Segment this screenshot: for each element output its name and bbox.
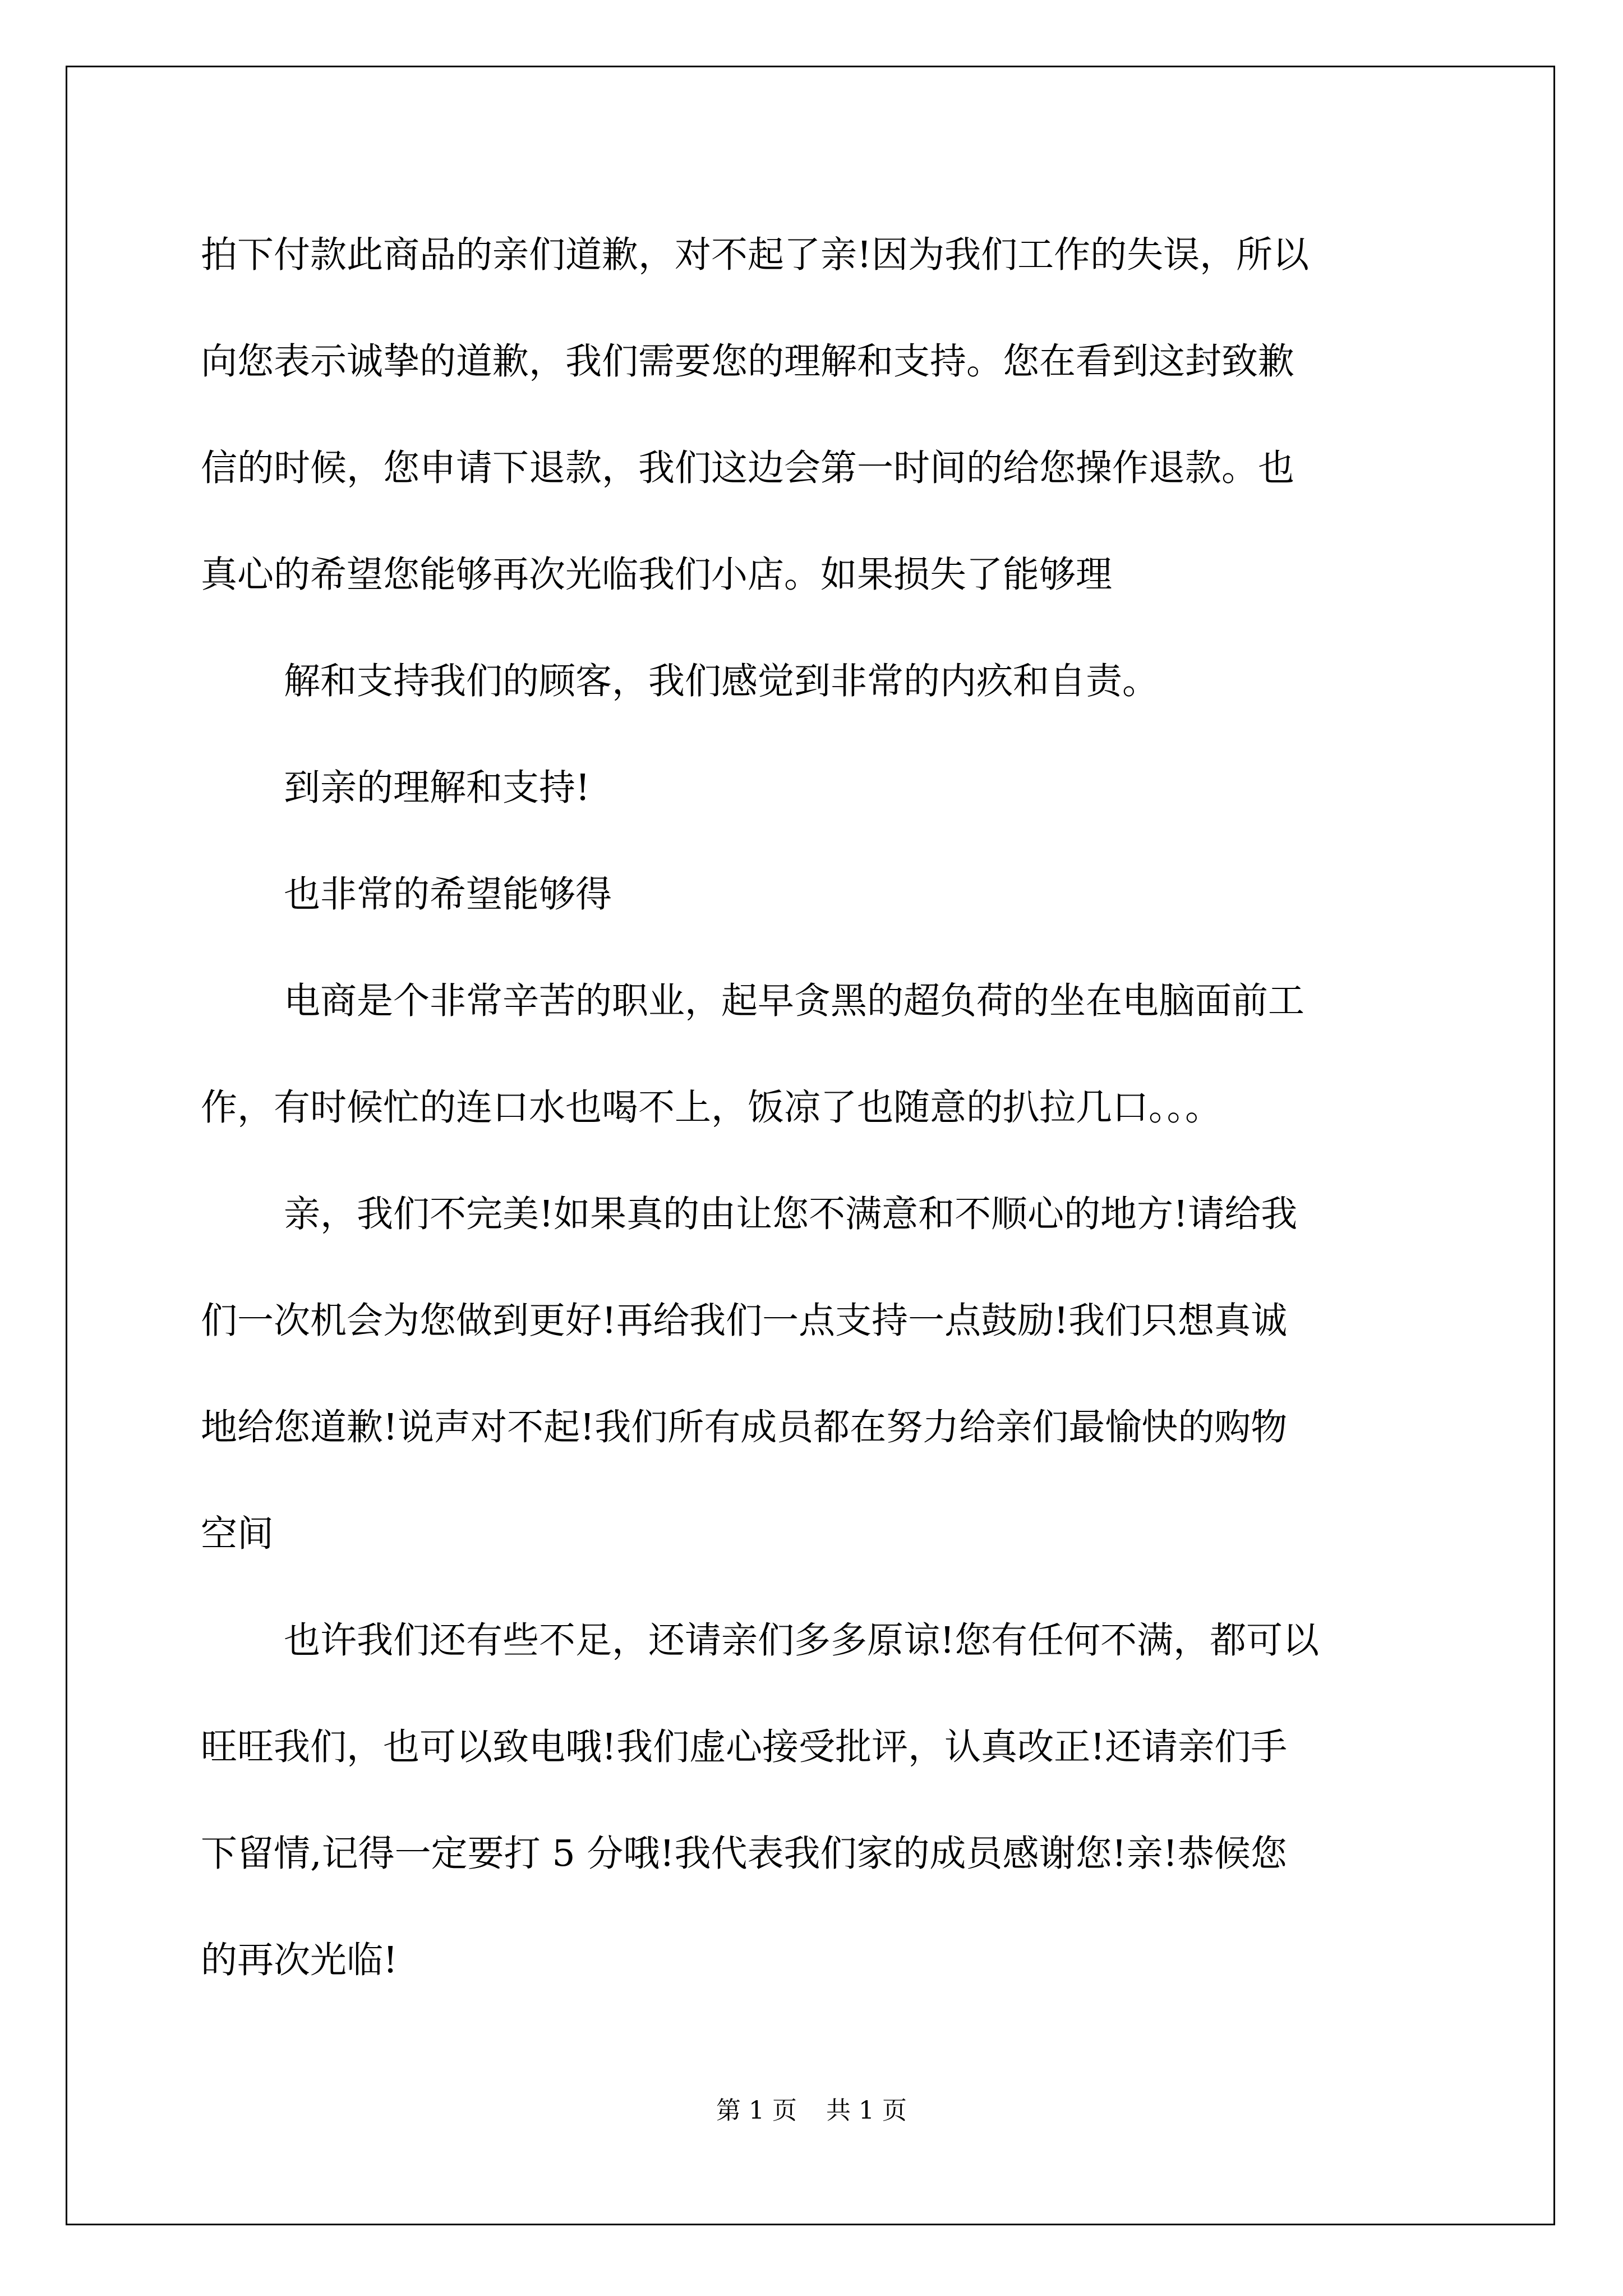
text-line: 作，有时候忙的连口水也喝不上，饭凉了也随意的扒拉几口。。。 [201,1087,1222,1129]
paragraph-1 [201,202,1435,628]
text-line: 真心的希望您能够再次光临我们小店。如果损失了能够理 [201,554,1113,596]
text-line: 们一次机会为您做到更好!再给我们一点支持一点鼓励!我们只想真诚 [201,1300,1288,1342]
text-line: 信的时候，您申请下退款，我们这边会第一时间的给您操作退款。也 [201,447,1295,489]
document-body [201,202,1435,2014]
text-line: 电商是个非常辛苦的职业，起早贪黑的超负荷的坐在电脑面前工 [284,980,1305,1022]
text-line: 解和支持我们的顾客，我们感觉到非常的内疚和自责。 [284,660,1159,702]
text-line: 地给您道歉!说声对不起!我们所有成员都在努力给亲们最愉快的购物 [201,1406,1288,1448]
paragraph-2 [201,628,1435,735]
text-line: 亲，我们不完美!如果真的由让您不满意和不顺心的地方!请给我 [284,1193,1298,1235]
page-total: 共 1 页 [826,2096,907,2125]
text-line: 也许我们还有些不足，还请亲们多多原谅!您有任何不满，都可以 [284,1619,1320,1662]
text-line: 旺旺我们，也可以致电哦!我们虚心接受批评，认真改正!还请亲们手 [201,1726,1288,1768]
paragraph-6 [201,1161,1435,1588]
page-number: 第 1 页 [716,2096,797,2125]
paragraph-3 [201,735,1435,841]
text-line: 向您表示诚挚的道歉，我们需要您的理解和支持。您在看到这封致歉 [201,341,1295,383]
text-line: 空间 [201,1513,274,1555]
paragraph-7 [201,1588,1435,2014]
paragraph-5 [201,948,1435,1161]
text-line: 拍下付款此商品的亲们道歉，对不起了亲!因为我们工作的失误，所以 [201,234,1310,276]
paragraph-4 [201,841,1435,948]
text-line: 也非常的希望能够得 [284,873,612,915]
text-line: 到亲的理解和支持! [284,767,591,809]
text-line: 的再次光临! [201,1939,398,1981]
page-footer [0,2090,1623,2126]
text-line: 下留情,记得一定要打 5 分哦!我代表我们家的成员感谢您!亲!恭候您 [201,1833,1287,1875]
